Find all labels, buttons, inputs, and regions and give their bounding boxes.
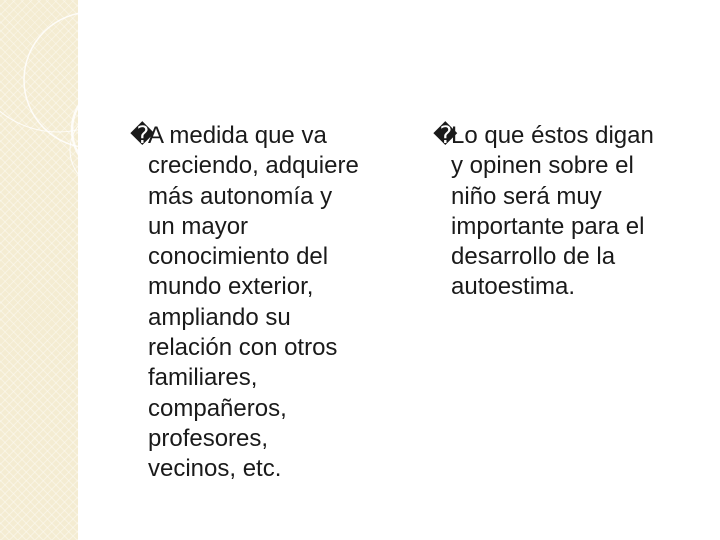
text-line: A medida que va [148, 122, 327, 149]
text-line: Lo que éstos digan [451, 122, 654, 149]
text-line: importante para el [451, 212, 645, 240]
text-line: ampliando su [148, 303, 291, 331]
text-line: compañeros, [148, 394, 287, 422]
bullet-icon: � [130, 122, 155, 149]
text-line: autoestima. [451, 273, 576, 301]
text-column-right [433, 121, 696, 303]
text-line: relación con otros [148, 334, 338, 362]
text-line: profesores, [148, 424, 269, 452]
text-line: más autonomía y [148, 182, 333, 210]
text-line: creciendo, adquiere [148, 152, 359, 180]
text-line: conocimiento del [148, 243, 329, 271]
text-line: un mayor [148, 212, 249, 240]
text-line: vecinos, etc. [148, 455, 282, 483]
text-line: mundo exterior, [148, 273, 314, 301]
text-line: desarrollo de la [451, 243, 616, 271]
decorative-side-band [0, 0, 78, 540]
text-line: familiares, [148, 364, 258, 392]
text-line: y opinen sobre el [451, 152, 634, 180]
text-column-left [130, 121, 388, 485]
bullet-icon: � [433, 122, 458, 149]
text-line: niño será muy [451, 182, 602, 210]
